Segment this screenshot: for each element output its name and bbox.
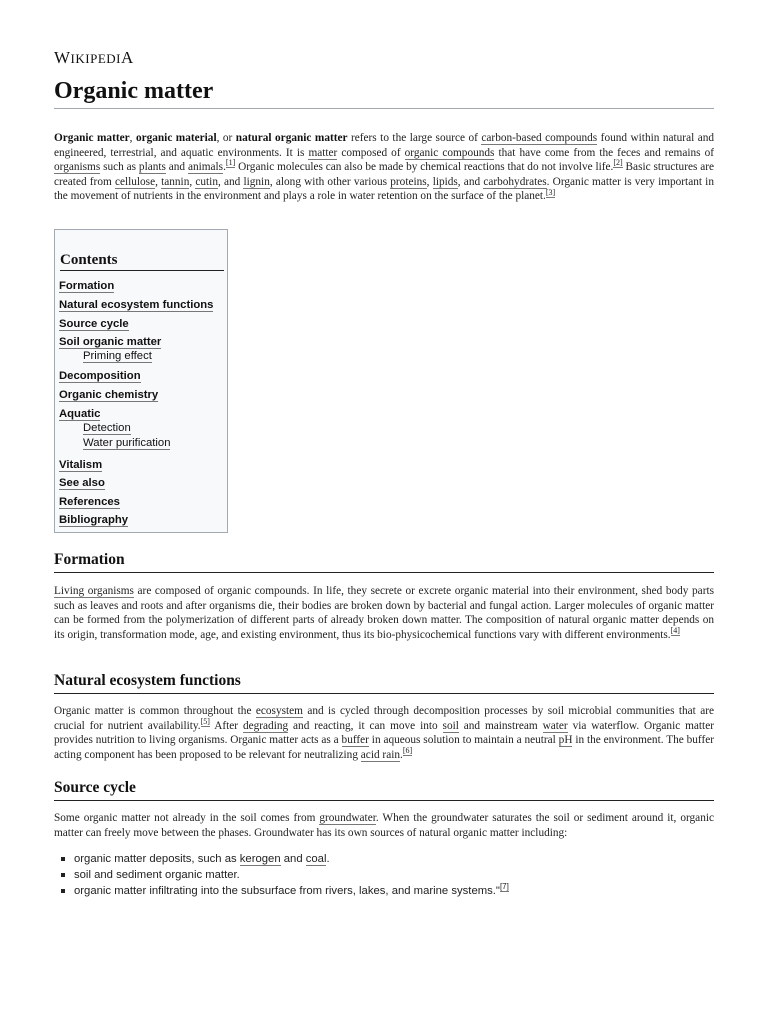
text: , and: [457, 175, 484, 188]
text: refers to the large source of: [347, 132, 482, 144]
wordmark-middle: IKIPEDI: [70, 51, 121, 66]
text: that have come from the feces and remains of: [494, 146, 714, 159]
text: Basic structures are created from: [54, 161, 715, 188]
link-carbon-based-compounds[interactable]: carbon-based compounds: [481, 132, 598, 144]
toc-label: Soil organic matter: [59, 336, 162, 348]
toc-label: Detection: [83, 422, 131, 434]
wordmark-initial: W: [54, 48, 71, 67]
text: After: [209, 719, 243, 732]
citation-5[interactable]: [5]: [200, 716, 210, 726]
toc-label: Priming effect: [83, 350, 152, 362]
link-cutin[interactable]: cutin: [195, 175, 218, 188]
citation-3[interactable]: [3]: [545, 187, 556, 197]
toc-title: Contents: [60, 250, 224, 271]
link-ecosystem[interactable]: ecosystem: [255, 705, 303, 717]
text: Organic matter is common throughout the: [54, 705, 256, 717]
toc-label: Bibliography: [59, 514, 129, 526]
text: .: [223, 161, 226, 174]
bold-term-organic-material: organic material: [135, 132, 217, 144]
link-lipids[interactable]: lipids: [432, 175, 458, 188]
toc-item-bibliography[interactable]: [59, 513, 128, 527]
citation-4[interactable]: [4]: [670, 626, 680, 636]
toc-item-detection[interactable]: [83, 421, 131, 435]
toc-label: Aquatic: [59, 408, 101, 420]
text: and: [165, 161, 188, 174]
text: ,: [155, 175, 162, 188]
toc-item-priming-effect[interactable]: [83, 349, 152, 363]
table-of-contents: [54, 229, 228, 533]
text: . When the groundwater saturates the soil or sediment around it, organic matter can freely move between the phases. Groundwater has its own sources of natural organic matter including:: [54, 812, 714, 839]
toc-label: Formation: [59, 280, 115, 292]
toc-label: Organic chemistry: [59, 389, 159, 401]
link-living-organisms[interactable]: Living organisms: [54, 585, 134, 597]
text: organic matter deposits, such as: [74, 853, 240, 865]
link-coal[interactable]: coal: [305, 853, 327, 865]
toc-label: Water purification: [83, 437, 171, 449]
toc-item-see-also[interactable]: [59, 476, 105, 490]
toc-item-vitalism[interactable]: [59, 458, 102, 472]
link-lignin[interactable]: lignin: [243, 175, 270, 188]
section-heading-formation: Formation: [54, 550, 714, 573]
text: ,: [426, 175, 433, 188]
groundwater-sources-list: [54, 851, 714, 899]
link-matter[interactable]: matter: [308, 146, 338, 159]
text: . Organic matter is very important in the movement of nutrients in the environment and plays a role in water retention on the surface of the planet.: [54, 175, 714, 203]
source-cycle-paragraph: [54, 811, 714, 840]
toc-label: Natural ecosystem functions: [59, 299, 214, 311]
text: , along with other various: [269, 175, 391, 188]
text: Some organic matter not already in the soil comes from: [54, 812, 320, 824]
text: and: [280, 853, 306, 865]
text: , and: [217, 175, 244, 188]
link-soil[interactable]: soil: [442, 719, 459, 732]
wordmark-final: A: [120, 48, 134, 67]
list-item: [54, 883, 714, 899]
text: organic matter infiltrating into the subsurface from rivers, lakes, and marine systems.": [74, 885, 500, 897]
link-organic-compounds[interactable]: organic compounds: [404, 146, 495, 159]
toc-label: See also: [59, 477, 105, 489]
link-acid-rain[interactable]: acid rain: [360, 748, 400, 761]
toc-item-decomposition[interactable]: [59, 369, 141, 383]
toc-item-natural-ecosystem-functions[interactable]: [59, 298, 213, 312]
toc-item-source-cycle[interactable]: [59, 317, 129, 331]
toc-label: Source cycle: [59, 318, 129, 330]
link-water[interactable]: water: [542, 719, 568, 732]
formation-paragraph: [54, 584, 714, 642]
bold-term-organic-matter: Organic matter: [54, 132, 130, 144]
toc-item-water-purification[interactable]: [83, 436, 170, 450]
link-organisms[interactable]: organisms: [54, 161, 101, 174]
citation-1[interactable]: [1]: [225, 158, 236, 168]
toc-item-soil-organic-matter[interactable]: [59, 335, 161, 349]
citation-2[interactable]: [2]: [613, 158, 623, 168]
intro-paragraph: [54, 131, 714, 204]
link-plants[interactable]: plants: [138, 161, 166, 174]
text: .: [326, 853, 330, 865]
ecosystem-paragraph: [54, 704, 714, 762]
link-proteins[interactable]: proteins: [390, 175, 427, 188]
text: .: [400, 748, 403, 761]
text: in the environment. The buffer acting component has been proposed to be relevant for neutralizing: [54, 734, 714, 761]
toc-label: References: [59, 496, 120, 508]
text: are composed of organic compounds. In life, they secrete or excrete organic material into their environment, shed body parts such as leaves and roots and after organisms die, their bodies are broken down by bacterial and fungal action. Larger molecules of organic matter can be formed from the polymerization of different parts of already broken down matter. The composition of natural organic matter depends on its origin, transformation mode, age, and existing environment, thus its bio-physicochemical functions vary with different environments.: [54, 585, 714, 641]
link-tannin[interactable]: tannin: [161, 175, 190, 188]
section-heading-natural-ecosystem-functions: Natural ecosystem functions: [54, 671, 714, 694]
toc-label: Decomposition: [59, 370, 141, 382]
wikipedia-wordmark[interactable]: [54, 48, 134, 68]
link-cellulose[interactable]: cellulose: [114, 175, 156, 188]
link-groundwater[interactable]: groundwater: [319, 812, 376, 824]
text: and reacting, it can move into: [288, 719, 443, 732]
text: , or: [216, 132, 236, 144]
link-ph[interactable]: pH: [558, 734, 573, 747]
list-item: [54, 867, 714, 883]
text: soil and sediment organic matter.: [74, 869, 240, 881]
toc-item-organic-chemistry[interactable]: [59, 388, 158, 402]
link-kerogen[interactable]: kerogen: [239, 853, 281, 865]
text: and is cycled through decomposition processes by soil microbial communities that are crucial for nutrient availability.: [54, 705, 714, 732]
link-degrading[interactable]: degrading: [242, 719, 289, 732]
text: composed of: [337, 146, 405, 159]
bold-term-natural-organic-matter: natural organic matter: [235, 132, 348, 144]
text: ,: [189, 175, 196, 188]
link-carbohydrates[interactable]: carbohydrates: [483, 175, 547, 188]
text: found within natural and engineered, terrestrial, and aquatic environments. It is: [54, 132, 715, 159]
text: via waterflow. Organic matter provides nutrition to living organisms. Organic matter acts as a: [54, 719, 714, 747]
toc-item-formation[interactable]: [59, 279, 114, 293]
citation-6[interactable]: [6]: [402, 746, 413, 756]
toc-item-aquatic[interactable]: [59, 407, 100, 421]
section-heading-source-cycle: Source cycle: [54, 778, 714, 801]
text: such as: [100, 161, 139, 174]
page-title: Organic matter: [54, 76, 714, 109]
toc-label: Vitalism: [59, 459, 103, 471]
text: ,: [129, 132, 136, 144]
link-animals[interactable]: animals: [187, 161, 224, 174]
toc-item-references[interactable]: [59, 495, 120, 509]
text: and mainstream: [458, 719, 543, 732]
citation-7[interactable]: [7]: [499, 882, 509, 892]
link-buffer[interactable]: buffer: [341, 734, 369, 747]
text: in aqueous solution to maintain a neutral: [368, 734, 559, 747]
list-item: [54, 851, 714, 867]
text: Organic molecules can also be made by chemical reactions that do not involve life.: [235, 161, 614, 174]
